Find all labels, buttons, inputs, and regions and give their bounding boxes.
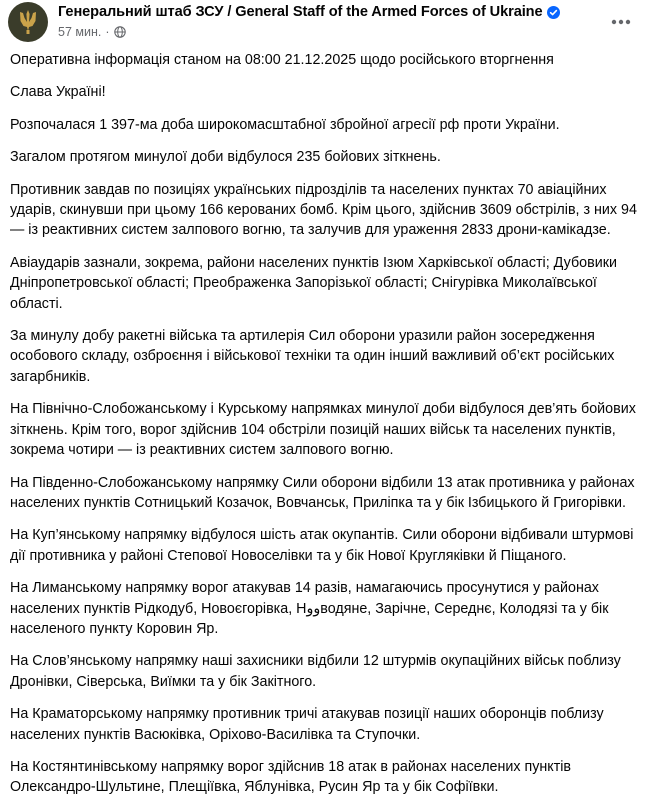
post-paragraph: На Костянтинівському напрямку ворог здійснив 18 атак в районах населених пунктів Олександро-Шультине, Плещіївка, Яблунівка, Русин Яр та у бік Софіївки. [10,758,572,796]
verified-badge-icon [547,6,560,19]
page-avatar[interactable] [8,2,48,42]
post-paragraph: На Слов’янському напрямку наші захисники відбили 12 штурмів окупаційних військ поблизу Дронівки, Сіверська, Виїмки та у бік Закітного. [10,653,621,690]
meta-separator: · [105,25,110,39]
post-paragraph: На Куп’янському напрямку відбулося шість атак окупантів. Сили оборони відбивали штурмові дії противника у районі Степової Новоселівки та у бік Нової Кругляківки й Піщаного. [10,527,634,564]
trident-emblem-icon [16,9,40,35]
more-options-button[interactable] [605,6,637,38]
post-paragraph: За минулу добу ракетні війська та артилерія Сил оборони уразили район зосередження особового складу, озброєння і військової техніки та один інший важливий об’єкт російських загарбників. [10,328,615,385]
author-line [58,4,560,20]
post-body [0,50,647,798]
globe-icon[interactable] [114,26,126,38]
post-paragraph: Розпочалася 1 397-ма доба широкомасштабної збройної агресії рф проти України. [10,116,560,133]
post-paragraph: Противник завдав по позиціях українських підрозділів та населених пунктах 70 авіаційних ударів, скинувши при цьому 166 керованих бомб. Крім цього, здійснив 3609 обстрілів, з них 94 — із реактивних систем залпового вогню, та залучив для ураження 2833 дрони-камікадзе. [10,181,637,239]
post-paragraph: На Краматорському напрямку противник тричі атакував позиції наших оборонців поблизу населених пунктів Васюківка, Оріхово-Василівка та Ступочки. [10,706,604,743]
post-paragraph: На Північно-Слобожанському і Курському напрямках минулої доби відбулося дев’ять бойових зіткнень. Крім того, ворог здійснив 104 обстріли позицій наших військ та населених пунктів, зокрема чотири — із реактивних систем залпового вогню. [10,401,636,459]
post-paragraph: Загалом протягом минулої доби відбулося 235 бойових зіткнень. [10,149,441,166]
author-name[interactable]: Генеральний штаб ЗСУ / General Staff of the Armed Forces of Ukraine [58,4,543,20]
post-header [0,0,647,50]
post-paragraph: На Лиманському напрямку ворог атакував 14 разів, намагаючись просунутися у районах населених пунктів Рідкодуб, Новоєгорівка, Нووводяне, Зарічне, Середнє, Колодязі та у бік населеного пункту Коровин Яр. [10,580,609,637]
post-meta [58,25,126,39]
more-options-icon [611,19,631,25]
post-timestamp[interactable]: 57 мин. [58,25,102,39]
post-paragraph: Слава Україні! [10,84,106,101]
post-paragraph: На Південно-Слобожанському напрямку Сили оборони відбили 13 атак противника у районах населених пунктів Сотницький Козачок, Вовчанськ, Приліпка та у бік Ізбицького й Григорівки. [10,474,635,511]
post-paragraph: Оперативна інформація станом на 08:00 21.12.2025 щодо російського вторгнення [10,52,554,68]
post-paragraph: Авіаударів зазнали, зокрема, райони населених пунктів Ізюм Харківської області; Дубовики Дніпропетровської області; Преображенка Запорізької області; Снігурівка Миколаївської області. [10,254,617,312]
